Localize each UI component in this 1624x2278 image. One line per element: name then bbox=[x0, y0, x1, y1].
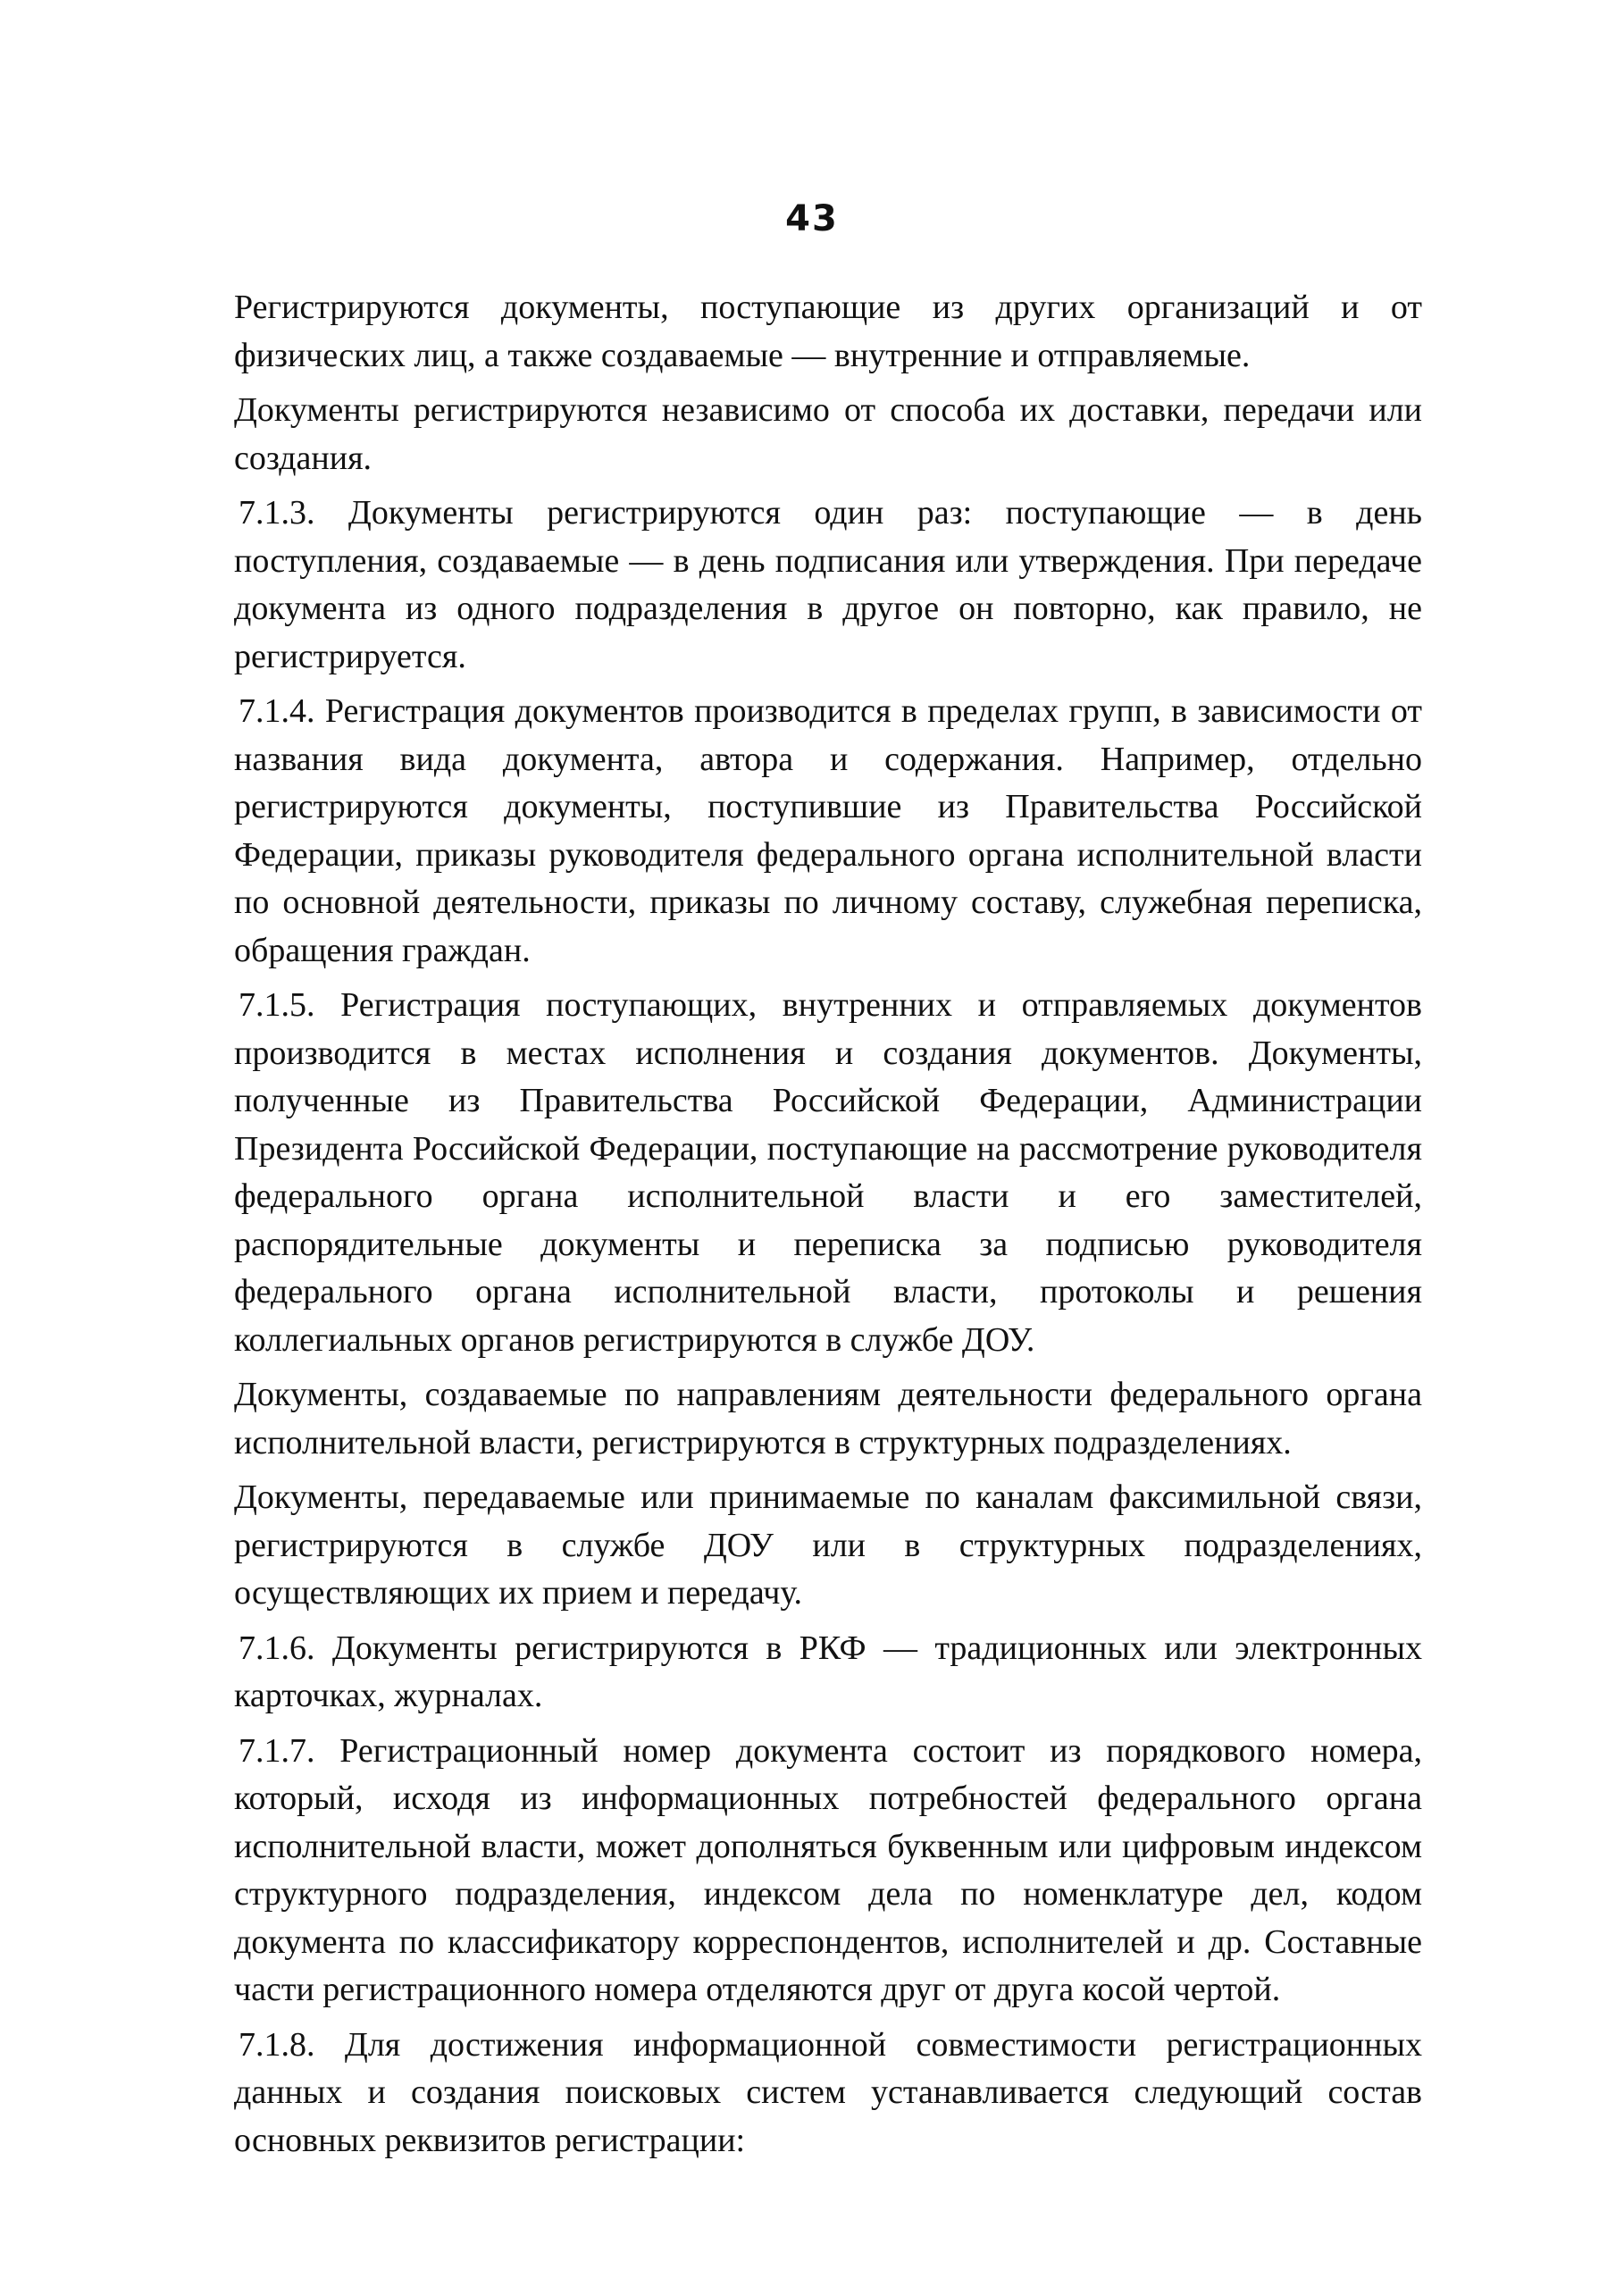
paragraph-fax-documents: Документы, передаваемые или принимаемые по каналам факсимильной связи, регистрируются в службе ДОУ или в структурных подразделениях, осуществляющих их прием и передачу. bbox=[234, 1478, 1422, 1612]
paragraph-structural-divisions: Документы, создаваемые по направлениям деятельности федерального органа исполнительной власти, регистрируются в структурных подразделениях. bbox=[234, 1376, 1422, 1461]
paragraph-7-1-6: 7.1.6. Документы регистрируются в РКФ — традиционных или электронных карточках, журналах. bbox=[234, 1629, 1422, 1714]
page-number: 43 bbox=[785, 198, 839, 239]
paragraph-registration-sources: Регистрируются документы, поступающие из других организаций и от физических лиц, а также создаваемые — внутренние и отправляемые. bbox=[234, 289, 1422, 374]
paragraph-registration-independence: Документы регистрируются независимо от способа их доставки, передачи или создания. bbox=[234, 391, 1422, 477]
paragraph-7-1-4: 7.1.4. Регистрация документов производится в пределах групп, в зависимости от названия вида документа, автора и содержания. Например, отдельно регистрируются документы, поступившие из Правительства Российской Федерации, приказы руководителя федерального органа исполнительной власти по основной деятельности, приказы по личному составу, служебная переписка, обращения граждан. bbox=[234, 692, 1422, 969]
paragraph-7-1-8: 7.1.8. Для достижения информационной совместимости регистрационных данных и создания поисковых систем устанавливается следующий состав основных реквизитов регистрации: bbox=[234, 2025, 1422, 2159]
body-text bbox=[234, 284, 1422, 2172]
paragraph-7-1-3: 7.1.3. Документы регистрируются один раз: поступающие — в день поступления, создаваемые — в день подписания или утверждения. При передаче документа из одного подразделения в другое он повторно, как правило, не регистрируется. bbox=[234, 494, 1422, 675]
paragraph-7-1-7: 7.1.7. Регистрационный номер документа состоит из порядкового номера, который, исходя из информационных потребностей федерального органа исполнительной власти, может дополняться буквенным или цифровым индексом структурного подразделения, индексом дела по номенклатуре дел, кодом документа по классификатору корреспондентов, исполнителей и др. Составные части регистрационного номера отделяются друг от друга косой чертой. bbox=[234, 1731, 1422, 2008]
paragraph-7-1-5: 7.1.5. Регистрация поступающих, внутренних и отправляемых документов производится в местах исполнения и создания документов. Документы, полученные из Правительства Российской Федерации, Администрации Президента Российской Федерации, поступающие на рассмотрение руководителя федерального органа исполнительной власти и его заместителей, распорядительные документы и переписка за подписью руководителя федерального органа исполнительной власти, протоколы и решения коллегиальных органов регистрируются в службе ДОУ. bbox=[234, 986, 1422, 1359]
